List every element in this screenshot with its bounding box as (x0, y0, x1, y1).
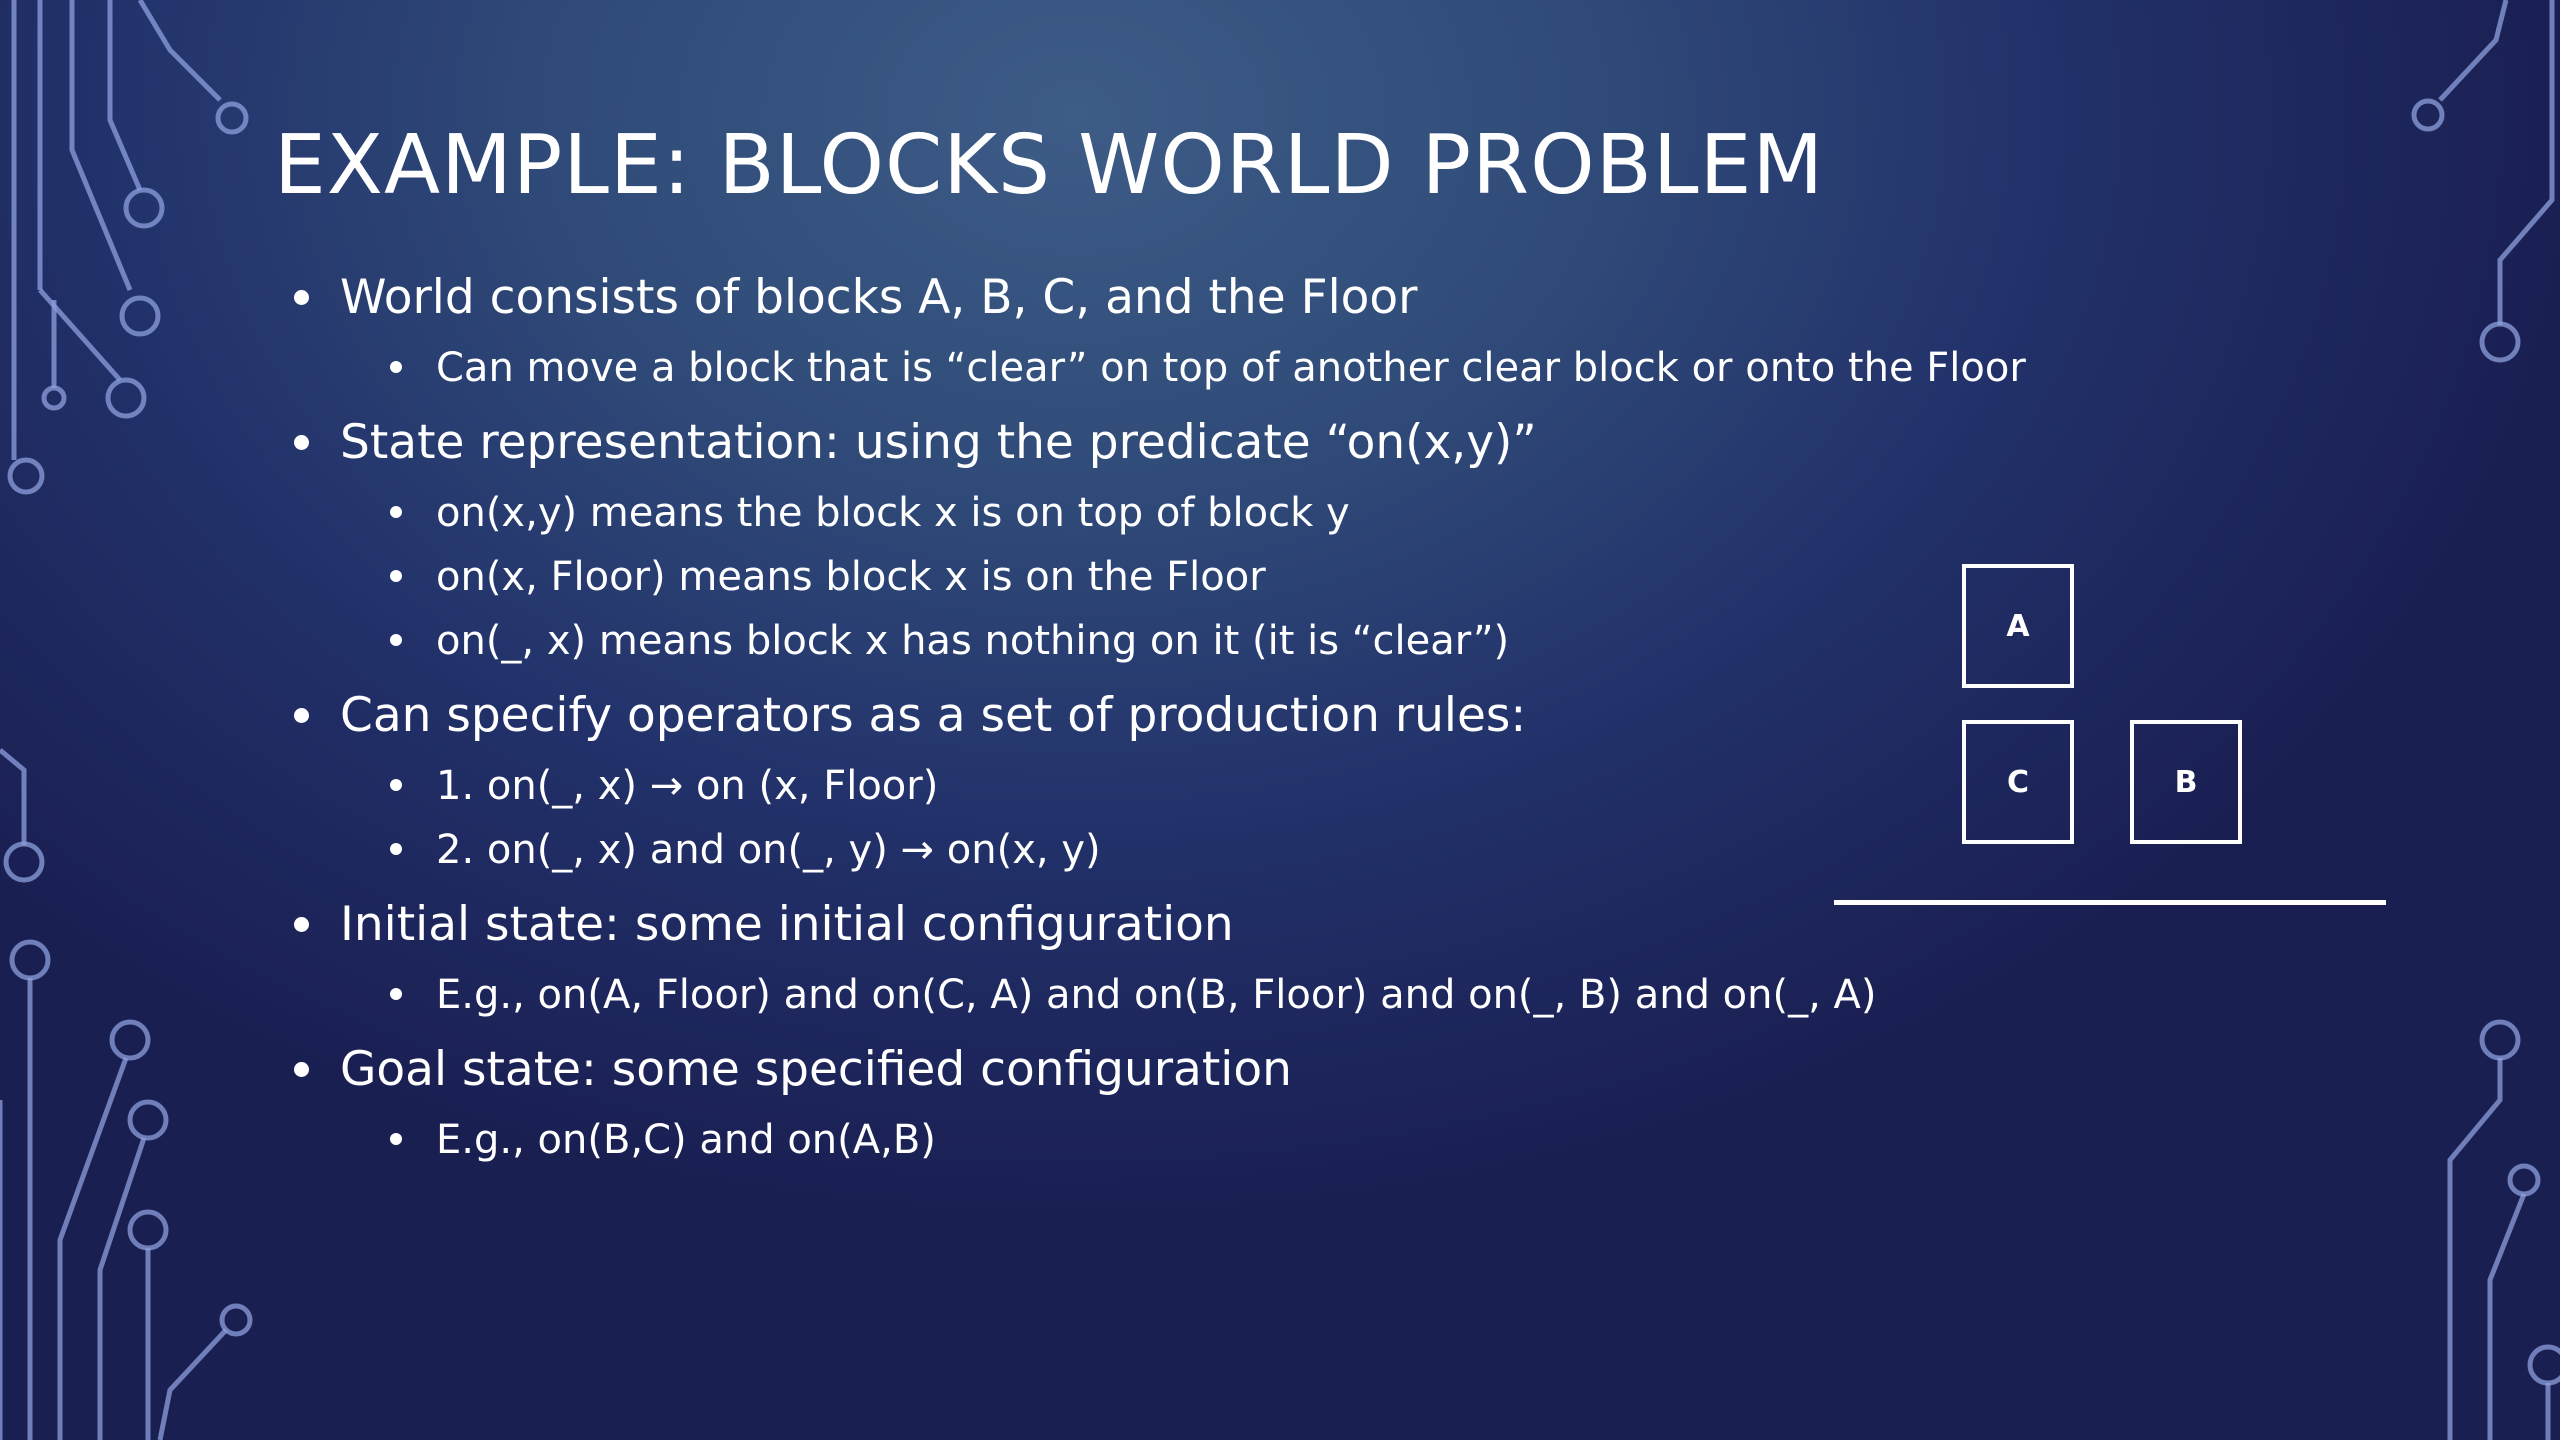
block-a: A (1962, 564, 2074, 688)
floor-line (1834, 900, 2386, 905)
sub-bullet-goal-example: E.g., on(B,C) and on(A,B) (290, 1117, 1990, 1163)
block-b: B (2130, 720, 2242, 844)
sub-bullet-move-rule: Can move a block that is “clear” on top of another clear block or onto the Floor (290, 345, 1990, 391)
bullet-list (290, 270, 2026, 1163)
bullet-state-representation: State representation: using the predicate “on(x,y)” (290, 415, 1990, 470)
sub-bullet-rule-1: 1. on(_, x) → on (x, Floor) (290, 763, 1990, 809)
bullet-operators: Can specify operators as a set of production rules: (290, 688, 1990, 743)
sub-bullet-on-xy: on(x,y) means the block x is on top of block y (290, 490, 1990, 536)
sub-bullet-on-floor: on(x, Floor) means block x is on the Floor (290, 554, 1990, 600)
bullet-goal-state: Goal state: some specified configuration (290, 1042, 1990, 1097)
slide-title: EXAMPLE: BLOCKS WORLD PROBLEM (274, 118, 1825, 213)
bullet-world: World consists of blocks A, B, C, and the Floor (290, 270, 1990, 325)
blocks-diagram (1820, 550, 2420, 930)
sub-bullet-rule-2: 2. on(_, x) and on(_, y) → on(x, y) (290, 827, 1990, 873)
sub-bullet-initial-example: E.g., on(A, Floor) and on(C, A) and on(B, Floor) and on(_, B) and on(_, A) (290, 972, 1990, 1018)
bullet-initial-state: Initial state: some initial configuration (290, 897, 1990, 952)
block-c: C (1962, 720, 2074, 844)
sub-bullet-clear: on(_, x) means block x has nothing on it (it is “clear”) (290, 618, 1990, 664)
circuit-decoration-left (0, 0, 260, 1440)
